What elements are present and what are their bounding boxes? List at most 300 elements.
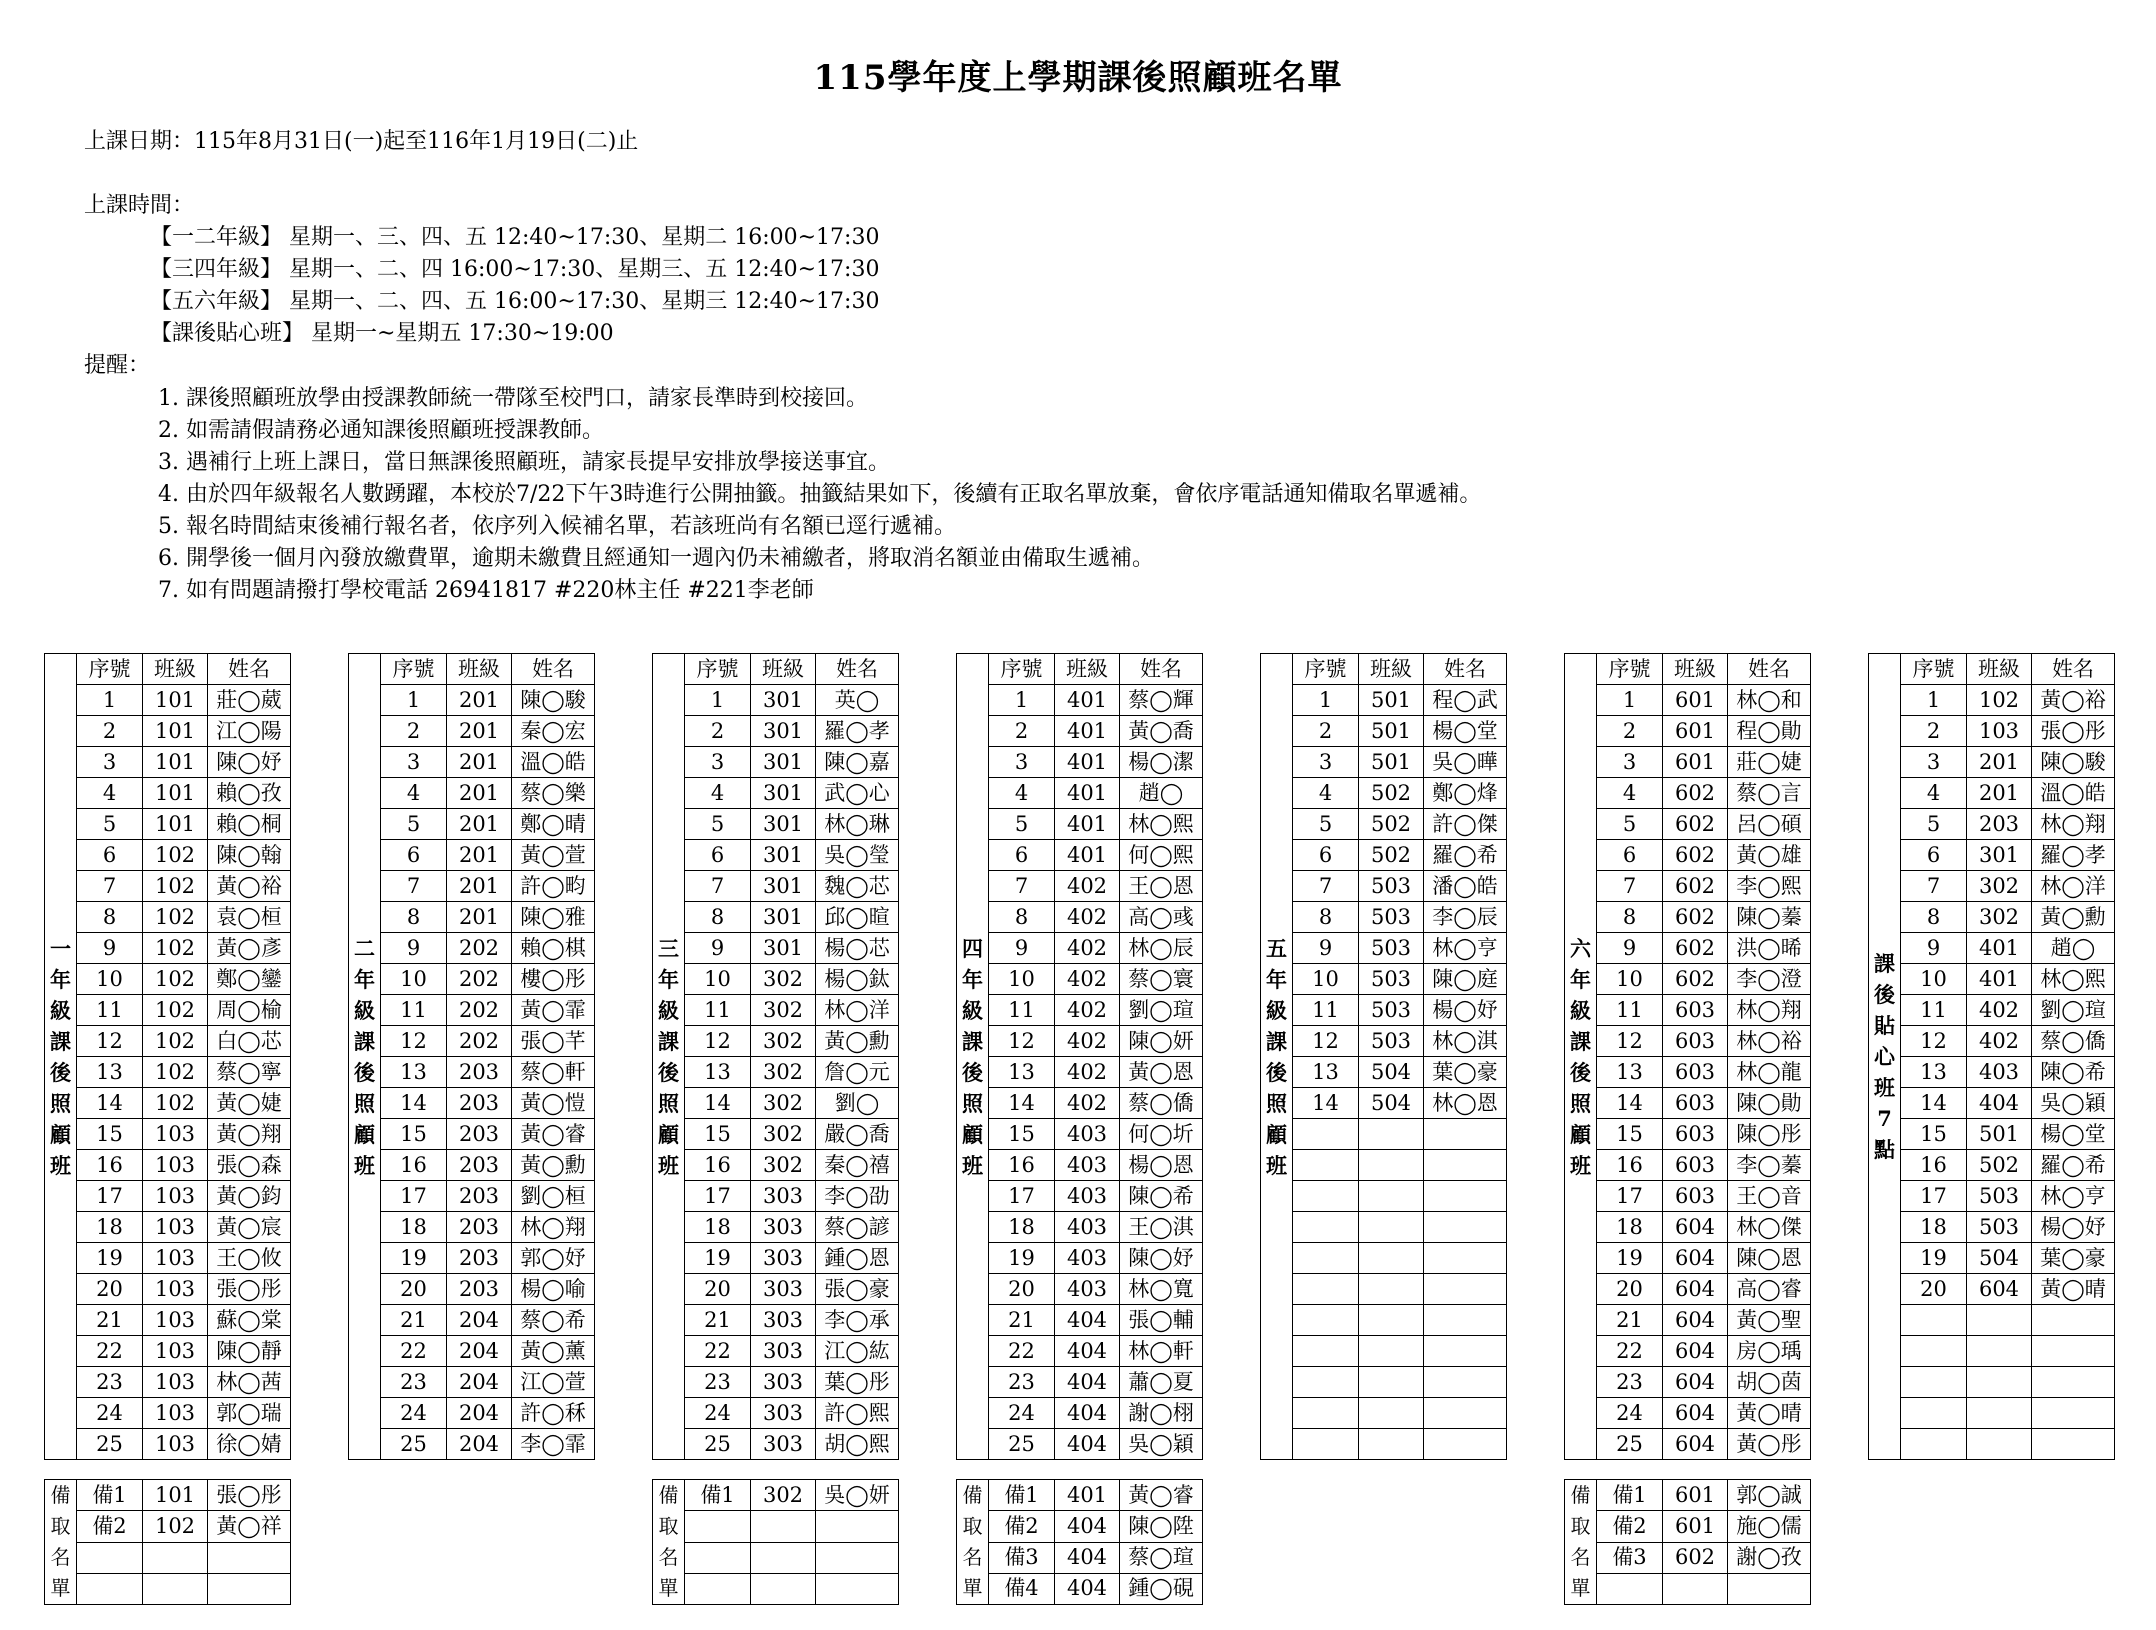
table-row — [45, 1119, 291, 1150]
cell-class: 501 — [1967, 1119, 2032, 1150]
cell-class: 201 — [447, 778, 512, 809]
cell-class: 401 — [1055, 809, 1120, 840]
cell-class: 602 — [1663, 933, 1728, 964]
cell-name: 黃◯勳 — [816, 1026, 899, 1057]
table-row — [45, 1398, 291, 1429]
cell-seq: 4 — [685, 778, 751, 809]
cell-seq: 16 — [685, 1150, 751, 1181]
waitlist-table — [956, 1479, 1203, 1605]
cell-class: 103 — [1967, 716, 2032, 747]
cell-name: 武◯心 — [816, 778, 899, 809]
waitlist-class: 404 — [1055, 1542, 1120, 1573]
table-row — [1261, 1026, 1507, 1057]
cell-seq: 6 — [1597, 840, 1663, 871]
cell-name: 蕭◯夏 — [1120, 1367, 1203, 1398]
table-row — [1261, 1119, 1507, 1150]
cell-class: 204 — [447, 1305, 512, 1336]
table-row — [957, 716, 1203, 747]
cell-name: 林◯亨 — [2032, 1181, 2115, 1212]
cell-name: 蔡◯僑 — [1120, 1088, 1203, 1119]
table-row — [1565, 1150, 1811, 1181]
table-row — [349, 747, 595, 778]
empty-cell — [1359, 1274, 1424, 1305]
waitlist-class: 401 — [1055, 1480, 1120, 1511]
cell-class: 403 — [1055, 1274, 1120, 1305]
cell-seq: 25 — [989, 1429, 1055, 1460]
empty-cell — [1424, 1429, 1507, 1460]
table-row — [957, 933, 1203, 964]
cell-name: 林◯淇 — [1424, 1026, 1507, 1057]
reminder-1: 1. 課後照顧班放學由授課教師統一帶隊至校門口，請家長準時到校接回。 — [158, 386, 868, 411]
cell-name: 詹◯元 — [816, 1057, 899, 1088]
waitlist-class: 404 — [1055, 1511, 1120, 1542]
table-row — [653, 933, 899, 964]
cell-seq: 23 — [77, 1367, 143, 1398]
table-row — [45, 1367, 291, 1398]
column-header: 姓名 — [816, 654, 899, 685]
cell-class: 503 — [1359, 902, 1424, 933]
empty-cell — [1424, 1212, 1507, 1243]
cell-name: 蔡◯樂 — [512, 778, 595, 809]
table-row — [1261, 902, 1507, 933]
table-row — [45, 902, 291, 933]
cell-name: 呂◯碩 — [1728, 809, 1811, 840]
cell-seq: 14 — [381, 1088, 447, 1119]
table-row — [653, 1336, 899, 1367]
cell-seq: 24 — [685, 1398, 751, 1429]
cell-name: 陳◯希 — [1120, 1181, 1203, 1212]
cell-name: 洪◯晞 — [1728, 933, 1811, 964]
cell-class: 204 — [447, 1367, 512, 1398]
table-row — [1869, 1150, 2115, 1181]
cell-class: 303 — [751, 1398, 816, 1429]
cell-name: 楊◯芯 — [816, 933, 899, 964]
table-row — [653, 1429, 899, 1460]
table-row — [1869, 840, 2115, 871]
reminder-2: 2. 如需請假請務必通知課後照顧班授課教師。 — [158, 418, 604, 443]
cell-seq: 20 — [1901, 1274, 1967, 1305]
cell-name: 陳◯嘉 — [816, 747, 899, 778]
cell-class: 101 — [143, 747, 208, 778]
cell-name: 秦◯宏 — [512, 716, 595, 747]
cell-name: 郭◯妤 — [512, 1243, 595, 1274]
empty-cell — [1359, 1150, 1424, 1181]
cell-name: 程◯武 — [1424, 685, 1507, 716]
cell-name: 陳◯翰 — [208, 840, 291, 871]
table-row — [1565, 1026, 1811, 1057]
cell-name: 羅◯希 — [1424, 840, 1507, 871]
waitlist-seq: 備4 — [989, 1573, 1055, 1604]
cell-class: 402 — [1055, 871, 1120, 902]
cell-name: 黃◯晴 — [2032, 1274, 2115, 1305]
cell-class: 604 — [1663, 1274, 1728, 1305]
class-table — [348, 653, 595, 1460]
cell-seq: 4 — [77, 778, 143, 809]
empty-cell — [816, 1542, 899, 1573]
waitlist-table — [1564, 1479, 1811, 1605]
waitlist-label-text: 備取名單 — [1570, 1483, 1591, 1600]
cell-class: 201 — [1967, 747, 2032, 778]
cell-name: 蔡◯諺 — [816, 1212, 899, 1243]
cell-name: 黃◯睿 — [512, 1119, 595, 1150]
cell-class: 604 — [1663, 1305, 1728, 1336]
cell-class: 102 — [143, 964, 208, 995]
page-title: 115學年度上學期課後照顧班名單 — [813, 58, 1343, 98]
cell-name: 許◯秝 — [512, 1398, 595, 1429]
cell-seq: 5 — [1901, 809, 1967, 840]
table-row — [1261, 995, 1507, 1026]
cell-seq: 16 — [77, 1150, 143, 1181]
table-row — [1565, 1429, 1811, 1460]
cell-name: 江◯紘 — [816, 1336, 899, 1367]
column-header: 班級 — [143, 654, 208, 685]
table-row — [1565, 995, 1811, 1026]
table-row — [45, 1429, 291, 1460]
cell-class: 404 — [1055, 1305, 1120, 1336]
cell-name: 陳◯妤 — [208, 747, 291, 778]
cell-seq: 15 — [1901, 1119, 1967, 1150]
cell-seq: 9 — [685, 933, 751, 964]
cell-class: 103 — [143, 1181, 208, 1212]
cell-seq: 7 — [77, 871, 143, 902]
cell-seq: 7 — [1293, 871, 1359, 902]
cell-name: 潘◯皓 — [1424, 871, 1507, 902]
table-row — [45, 1212, 291, 1243]
column-header: 序號 — [1597, 654, 1663, 685]
empty-cell — [1424, 1305, 1507, 1336]
cell-class: 101 — [143, 809, 208, 840]
cell-seq: 13 — [685, 1057, 751, 1088]
cell-seq: 9 — [1597, 933, 1663, 964]
cell-name: 羅◯希 — [2032, 1150, 2115, 1181]
cell-name: 賴◯孜 — [208, 778, 291, 809]
cell-name: 林◯傑 — [1728, 1212, 1811, 1243]
cell-seq: 14 — [1293, 1088, 1359, 1119]
cell-seq: 3 — [381, 747, 447, 778]
cell-class: 604 — [1967, 1274, 2032, 1305]
waitlist-class: 102 — [143, 1511, 208, 1542]
class-label — [1869, 654, 1901, 1460]
cell-name: 郭◯瑞 — [208, 1398, 291, 1429]
cell-seq: 3 — [1901, 747, 1967, 778]
cell-name: 楊◯妤 — [1424, 995, 1507, 1026]
empty-cell — [1424, 1274, 1507, 1305]
cell-name: 黃◯愷 — [512, 1088, 595, 1119]
cell-class: 404 — [1055, 1429, 1120, 1460]
cell-seq: 16 — [381, 1150, 447, 1181]
cell-seq: 14 — [1597, 1088, 1663, 1119]
cell-class: 303 — [751, 1429, 816, 1460]
cell-seq: 3 — [989, 747, 1055, 778]
table-row — [349, 1243, 595, 1274]
cell-seq: 24 — [77, 1398, 143, 1429]
empty-cell — [1967, 1429, 2032, 1460]
table-row — [957, 1243, 1203, 1274]
cell-class: 403 — [1055, 1243, 1120, 1274]
empty-cell — [1901, 1429, 1967, 1460]
cell-seq: 10 — [1293, 964, 1359, 995]
table-row — [957, 995, 1203, 1026]
time-line-care: 【課後貼心班】 星期一~星期五 17:30~19:00 — [150, 321, 614, 346]
empty-cell — [1728, 1573, 1811, 1604]
table-row — [653, 778, 899, 809]
cell-seq: 20 — [77, 1274, 143, 1305]
cell-seq: 8 — [1293, 902, 1359, 933]
table-row — [349, 964, 595, 995]
cell-name: 江◯萱 — [512, 1367, 595, 1398]
cell-name: 江◯陽 — [208, 716, 291, 747]
cell-seq: 23 — [381, 1367, 447, 1398]
cell-seq: 2 — [685, 716, 751, 747]
cell-seq: 2 — [989, 716, 1055, 747]
cell-name: 李◯澄 — [1728, 964, 1811, 995]
cell-class: 201 — [447, 809, 512, 840]
empty-cell — [1597, 1573, 1663, 1604]
table-row — [653, 1305, 899, 1336]
table-row — [1869, 1274, 2115, 1305]
table-row — [653, 995, 899, 1026]
cell-name: 楊◯堂 — [1424, 716, 1507, 747]
cell-class: 302 — [751, 964, 816, 995]
cell-seq: 2 — [77, 716, 143, 747]
table-row — [653, 840, 899, 871]
cell-class: 303 — [751, 1181, 816, 1212]
reminder-6: 6. 開學後一個月內發放繳費單，逾期未繳費且經通知一週內仍未補繳者，將取消名額並由備取生遞補。 — [158, 546, 1154, 571]
cell-name: 劉◯瑄 — [1120, 995, 1203, 1026]
cell-name: 羅◯孝 — [816, 716, 899, 747]
cell-name: 李◯霏 — [512, 1429, 595, 1460]
table-row — [1565, 871, 1811, 902]
waitlist-class: 404 — [1055, 1573, 1120, 1604]
table-row — [653, 716, 899, 747]
waitlist-row — [957, 1542, 1203, 1573]
waitlist-seq: 備2 — [77, 1511, 143, 1542]
cell-seq: 8 — [989, 902, 1055, 933]
cell-name: 蔡◯希 — [512, 1305, 595, 1336]
table-row — [45, 1088, 291, 1119]
empty-cell — [816, 1573, 899, 1604]
empty-cell — [1293, 1181, 1359, 1212]
waitlist-row — [45, 1573, 291, 1604]
cell-name: 高◯睿 — [1728, 1274, 1811, 1305]
table-row — [1261, 1181, 1507, 1212]
cell-seq: 5 — [1293, 809, 1359, 840]
cell-seq: 5 — [685, 809, 751, 840]
cell-seq: 14 — [1901, 1088, 1967, 1119]
cell-class: 301 — [751, 685, 816, 716]
cell-class: 103 — [143, 1429, 208, 1460]
cell-seq: 10 — [1901, 964, 1967, 995]
cell-name: 黃◯彥 — [208, 933, 291, 964]
cell-class: 601 — [1663, 685, 1728, 716]
empty-cell — [1424, 1181, 1507, 1212]
cell-class: 602 — [1663, 964, 1728, 995]
cell-class: 503 — [1359, 995, 1424, 1026]
reminder-label: 提醒： — [84, 353, 151, 378]
class-table — [44, 653, 291, 1460]
empty-cell — [1293, 1429, 1359, 1460]
table-row — [653, 1088, 899, 1119]
table-row — [1565, 1274, 1811, 1305]
waitlist-seq: 備1 — [77, 1480, 143, 1511]
cell-class: 602 — [1663, 840, 1728, 871]
empty-cell — [2032, 1336, 2115, 1367]
cell-class: 203 — [447, 1119, 512, 1150]
cell-class: 602 — [1663, 902, 1728, 933]
cell-seq: 12 — [77, 1026, 143, 1057]
cell-name: 林◯翔 — [2032, 809, 2115, 840]
cell-seq: 5 — [1597, 809, 1663, 840]
empty-cell — [685, 1511, 751, 1542]
cell-name: 陳◯駿 — [2032, 747, 2115, 778]
cell-class: 602 — [1663, 871, 1728, 902]
cell-name: 張◯彤 — [208, 1274, 291, 1305]
table-row — [1261, 964, 1507, 995]
cell-class: 102 — [143, 840, 208, 871]
table-row — [45, 964, 291, 995]
empty-cell — [1967, 1398, 2032, 1429]
cell-name: 房◯瑀 — [1728, 1336, 1811, 1367]
table-row — [1565, 1212, 1811, 1243]
cell-name: 鄭◯鑾 — [208, 964, 291, 995]
cell-class: 301 — [751, 809, 816, 840]
class-dates: 上課日期：115年8月31日(一)起至116年1月19日(二)止 — [84, 129, 639, 154]
table-row — [349, 1181, 595, 1212]
table-row — [1565, 1243, 1811, 1274]
empty-cell — [1293, 1119, 1359, 1150]
cell-seq: 20 — [989, 1274, 1055, 1305]
table-row — [45, 1150, 291, 1181]
cell-class: 401 — [1055, 685, 1120, 716]
cell-name: 羅◯孝 — [2032, 840, 2115, 871]
cell-class: 402 — [1055, 902, 1120, 933]
cell-class: 402 — [1055, 1088, 1120, 1119]
empty-cell — [1424, 1398, 1507, 1429]
cell-seq: 23 — [685, 1367, 751, 1398]
cell-name: 陳◯雅 — [512, 902, 595, 933]
cell-name: 莊◯婕 — [1728, 747, 1811, 778]
empty-cell — [1424, 1150, 1507, 1181]
reminder-5: 5. 報名時間結束後補行報名者，依序列入候補名單，若該班尚有名額已逕行遞補。 — [158, 514, 956, 539]
cell-class: 204 — [447, 1429, 512, 1460]
cell-class: 302 — [751, 1088, 816, 1119]
cell-name: 李◯劭 — [816, 1181, 899, 1212]
cell-seq: 13 — [77, 1057, 143, 1088]
cell-name: 黃◯宸 — [208, 1212, 291, 1243]
cell-seq: 7 — [381, 871, 447, 902]
cell-name: 張◯芊 — [512, 1026, 595, 1057]
class-label — [653, 654, 685, 1460]
empty-cell — [1359, 1398, 1424, 1429]
empty-cell — [1293, 1212, 1359, 1243]
cell-class: 601 — [1663, 747, 1728, 778]
cell-name: 劉◯瑄 — [2032, 995, 2115, 1026]
cell-name: 李◯承 — [816, 1305, 899, 1336]
column-header: 序號 — [989, 654, 1055, 685]
cell-name: 胡◯茵 — [1728, 1367, 1811, 1398]
cell-class: 403 — [1967, 1057, 2032, 1088]
cell-seq: 1 — [685, 685, 751, 716]
cell-name: 楊◯潔 — [1120, 747, 1203, 778]
cell-name: 李◯熙 — [1728, 871, 1811, 902]
cell-name: 陳◯恩 — [1728, 1243, 1811, 1274]
table-row — [957, 809, 1203, 840]
table-row — [1565, 1181, 1811, 1212]
cell-name: 黃◯霏 — [512, 995, 595, 1026]
table-row — [957, 1274, 1203, 1305]
cell-name: 何◯熙 — [1120, 840, 1203, 871]
cell-seq: 21 — [1597, 1305, 1663, 1336]
time-line-3-4: 【三四年級】 星期一、二、四 16:00~17:30、星期三、五 12:40~17:30 — [150, 257, 880, 282]
table-row — [349, 778, 595, 809]
empty-cell — [1424, 1336, 1507, 1367]
cell-seq: 18 — [381, 1212, 447, 1243]
cell-name: 周◯榆 — [208, 995, 291, 1026]
cell-class: 103 — [143, 1274, 208, 1305]
cell-class: 602 — [1663, 778, 1728, 809]
waitlist-seq: 備1 — [1597, 1480, 1663, 1511]
table-row — [1261, 1305, 1507, 1336]
cell-class: 301 — [751, 871, 816, 902]
table-row — [957, 964, 1203, 995]
table-row — [1565, 747, 1811, 778]
cell-name: 高◯彧 — [1120, 902, 1203, 933]
empty-cell — [816, 1511, 899, 1542]
table-row — [1261, 1057, 1507, 1088]
table-row — [1869, 871, 2115, 902]
waitlist-label-text: 備取名單 — [658, 1483, 679, 1600]
table-row — [349, 685, 595, 716]
table-row — [1261, 840, 1507, 871]
table-row — [1261, 1367, 1507, 1398]
waitlist-label — [1565, 1480, 1597, 1605]
cell-seq: 4 — [1597, 778, 1663, 809]
empty-cell — [685, 1573, 751, 1604]
waitlist-table — [44, 1479, 291, 1605]
cell-seq: 13 — [1597, 1057, 1663, 1088]
table-row — [653, 1119, 899, 1150]
table-row — [45, 871, 291, 902]
reminder-7: 7. 如有問題請撥打學校電話 26941817 #220林主任 #221李老師 — [158, 578, 814, 603]
cell-class: 404 — [1967, 1088, 2032, 1119]
cell-class: 303 — [751, 1367, 816, 1398]
empty-cell — [1293, 1398, 1359, 1429]
cell-seq: 21 — [381, 1305, 447, 1336]
column-header: 班級 — [1663, 654, 1728, 685]
empty-cell — [1359, 1212, 1424, 1243]
cell-class: 204 — [447, 1336, 512, 1367]
table-row — [349, 1057, 595, 1088]
cell-name: 許◯傑 — [1424, 809, 1507, 840]
cell-class: 103 — [143, 1336, 208, 1367]
cell-class: 504 — [1967, 1243, 2032, 1274]
table-row — [957, 1305, 1203, 1336]
cell-class: 402 — [1967, 995, 2032, 1026]
table-row — [653, 1274, 899, 1305]
cell-name: 邱◯暄 — [816, 902, 899, 933]
waitlist-seq: 備2 — [989, 1511, 1055, 1542]
cell-class: 401 — [1055, 840, 1120, 871]
table-row — [653, 902, 899, 933]
waitlist-table — [652, 1479, 899, 1605]
cell-name: 林◯龍 — [1728, 1057, 1811, 1088]
table-row — [1565, 1088, 1811, 1119]
table-row — [45, 1026, 291, 1057]
table-row — [1869, 1119, 2115, 1150]
cell-class: 301 — [751, 902, 816, 933]
cell-class: 302 — [751, 1119, 816, 1150]
cell-class: 301 — [751, 716, 816, 747]
